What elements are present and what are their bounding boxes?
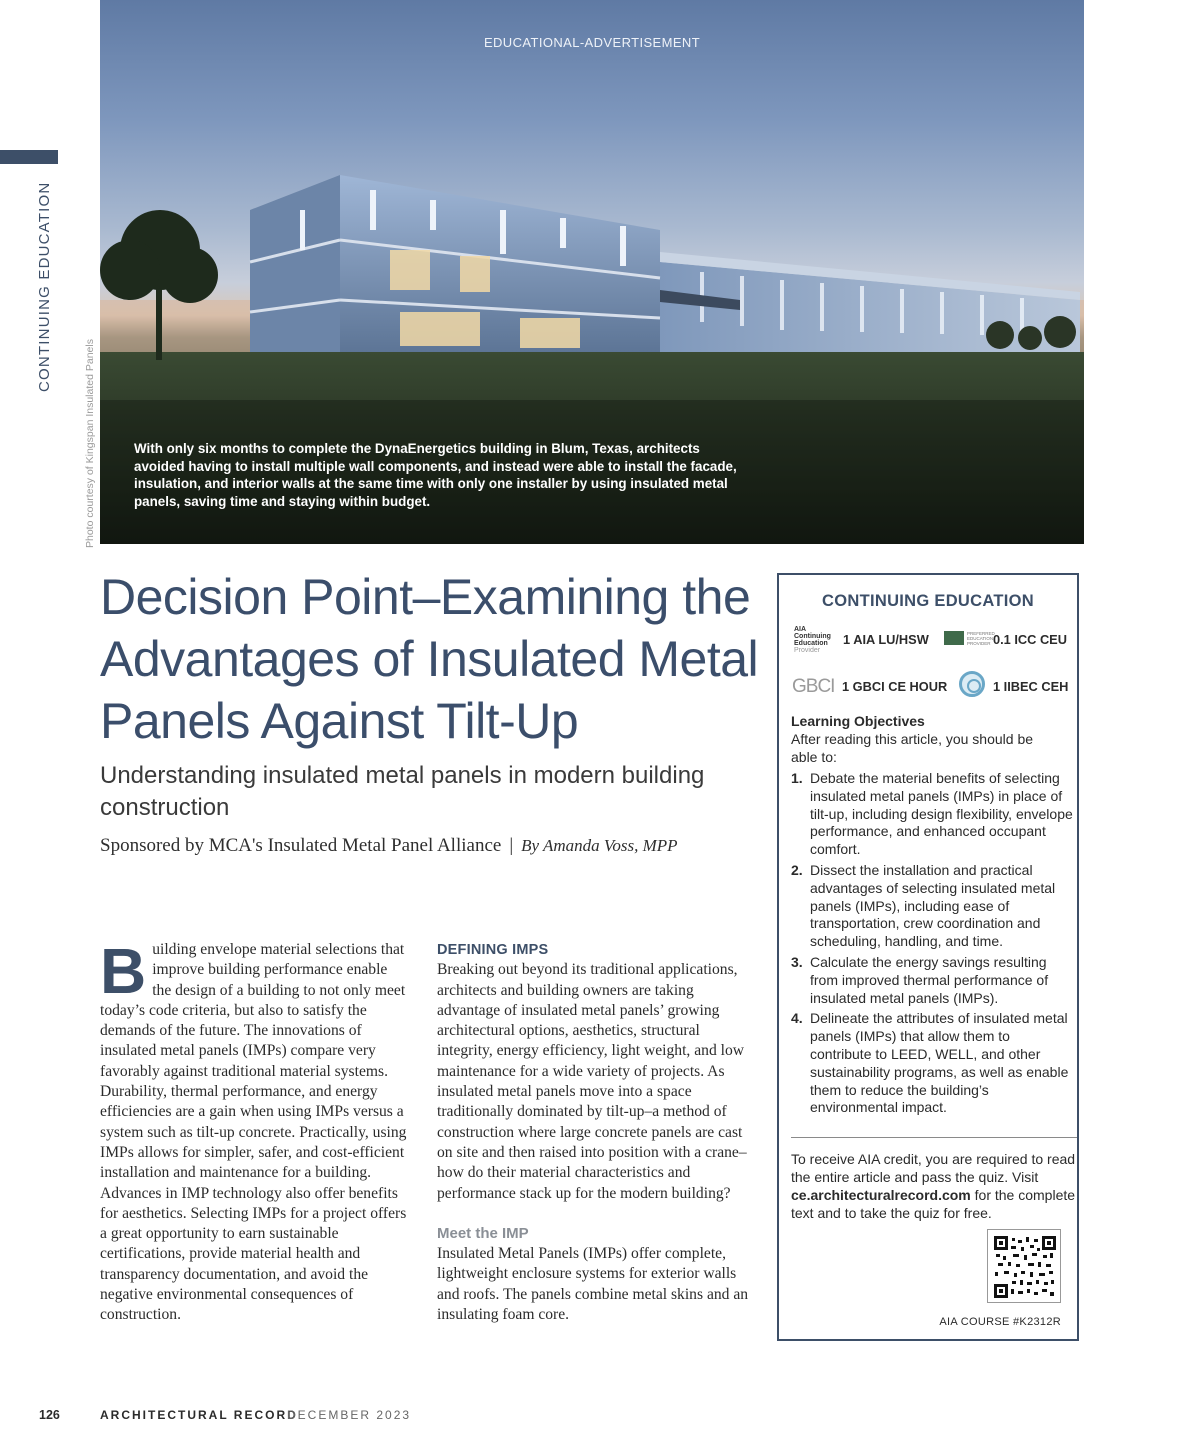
continuing-education-box (777, 573, 1079, 1341)
section-marker-bar (0, 150, 58, 164)
article-title: Decision Point–Examining the Advantages of Insulated Metal Panels Against Tilt-Up (100, 569, 759, 749)
note-text: for the complete text and to take the quiz for free. (791, 1187, 1076, 1221)
objective-number: 1. (791, 770, 803, 786)
ce-box-title: CONTINUING EDUCATION (822, 592, 1034, 610)
qr-code-graphic (994, 1236, 1056, 1298)
aia-logo-line: AIA (794, 626, 807, 633)
section-paragraph-meet-the-imp: Insulated Metal Panels (IMPs) offer complete, lightweight enclosure systems for exterior walls and roofs. The panels combine metal skins and an insulating foam core. (437, 1245, 749, 1324)
credit-aia: 1 AIA LU/HSW (843, 632, 929, 647)
list-item (791, 1010, 1075, 1117)
icc-provider-logo (944, 631, 964, 645)
magazine-name: ARCHITECTURAL RECORD (100, 1408, 298, 1422)
aia-course-number: AIA COURSE #K2312R (939, 1316, 1061, 1328)
advertisement-tag: EDUCATIONAL-ADVERTISEMENT (483, 35, 701, 50)
objective-text: Dissect the installation and practical advantages of selecting insulated metal panels (IMPs), including ease of transportation, crew coordination and scheduling, handling, and time. (810, 861, 1056, 950)
article-subtitle: Understanding insulated metal panels in modern building construction (100, 762, 705, 821)
page-number: 126 (39, 1408, 60, 1422)
section-label: CONTINUING EDUCATION (36, 181, 53, 392)
objective-text: Debate the material benefits of selecting insulated metal panels (IMPs) in place of tilt-up, including design flexibility, envelope performance, and enhanced occupant comfort. (810, 770, 1073, 858)
byline (100, 835, 678, 857)
objective-number: 3. (791, 953, 803, 970)
aia-logo-line: Continuing (794, 633, 831, 640)
author-name: By Amanda Voss, MPP (521, 836, 678, 855)
body-column-1 (100, 935, 408, 1326)
section-heading-defining-imps: DEFINING IMPS (437, 942, 549, 958)
objective-number: 2. (791, 861, 803, 878)
iibec-logo (959, 671, 985, 697)
hero-photo (100, 0, 1084, 544)
list-item (791, 862, 1075, 951)
gbci-logo: GBCI (792, 676, 835, 697)
learning-objectives-list (791, 770, 1075, 1120)
sponsor-text: Sponsored by MCA's Insulated Metal Panel Alliance (100, 835, 502, 856)
credit-icc: 0.1 ICC CEU (993, 632, 1067, 647)
photo-caption: With only six months to complete the DynaEnergetics building in Blum, Texas, architects avoided having to install multiple wall components, and instead were able to install the facade, insulation, and interior walls at the same time with only one installer by using insulated metal panels, saving time and staying within budget. (134, 441, 737, 509)
objective-text: Calculate the energy savings resulting from improved thermal performance of insulated metal panels (IMPs). (810, 953, 1049, 1006)
credit-iibec: 1 IIBEC CEH (993, 679, 1069, 694)
credit-gbci: 1 GBCI CE HOUR (842, 679, 948, 694)
byline-separator: | (509, 835, 514, 856)
icc-logo-text: PREFERRED EDUCATION PROVIDER (967, 631, 995, 646)
note-text: To receive AIA credit, you are required to read the entire article and pass the quiz. Visit (791, 1151, 1076, 1185)
list-item (791, 770, 1075, 859)
photo-credit: Photo courtesy of Kingspan Insulated Panels (84, 339, 96, 548)
section-heading-meet-the-imp: Meet the IMP (437, 1224, 529, 1242)
aia-logo-line: Provider (794, 647, 821, 654)
section-paragraph-defining-imps: Breaking out beyond its traditional applications, architects and building owners are taking advantage of insulated metal panels’ growing architectural options, aesthetics, structural integrity, energy efficiency, light weight, and low maintenance for a wide variety of projects. As insulated metal panels move into a space traditionally dominated by tilt-up–a method of construction where large concrete panels are cast on site and then raised into position with a crane–how do their material characteristics and performance stack up for the modern building? (437, 961, 747, 1202)
aia-provider-logo (794, 626, 831, 654)
aia-logo-line: Education (794, 640, 828, 647)
list-item (791, 954, 1075, 1007)
drop-cap: B (100, 935, 147, 1007)
objective-text: Delineate the attributes of insulated metal panels (IMPs) that allow them to contribute to LEED, WELL, and other sustainability programs, as well as enable them to reduce the building’s environmental impact. (810, 1010, 1069, 1116)
issue-date: DECEMBER 2023 (287, 1408, 412, 1422)
body-column-2 (437, 940, 749, 1325)
divider (791, 1137, 1077, 1138)
intro-paragraph: uilding envelope material selections that improve building performance enable the design of a building to not only meet today’s code criteria, but also to satisfy the demands of the future. The innovations of insulated metal panels (IMPs) compare very favorably against traditional material systems. Durability, thermal performance, and energy efficiencies are a gain when using IMPs versus a system such as tilt-up concrete. Practically, using IMPs allows for simpler, safer, and cost-efficient installation and maintenance for a building. Advances in IMP technology also offer benefits for aesthetics. Selecting IMPs for a project offers a great opportunity to earn sustainable certifications, provide material health and transparency documentation, and avoid the negative environmental consequences of construction. (100, 941, 407, 1324)
aia-credit-note (791, 1150, 1077, 1222)
learning-objectives-intro: After reading this article, you should be able to: (791, 731, 1034, 765)
objective-number: 4. (791, 1010, 803, 1027)
learning-objectives-heading: Learning Objectives (791, 713, 925, 729)
ce-website-link[interactable]: ce.architecturalrecord.com (791, 1187, 971, 1203)
qr-code[interactable] (987, 1229, 1061, 1303)
